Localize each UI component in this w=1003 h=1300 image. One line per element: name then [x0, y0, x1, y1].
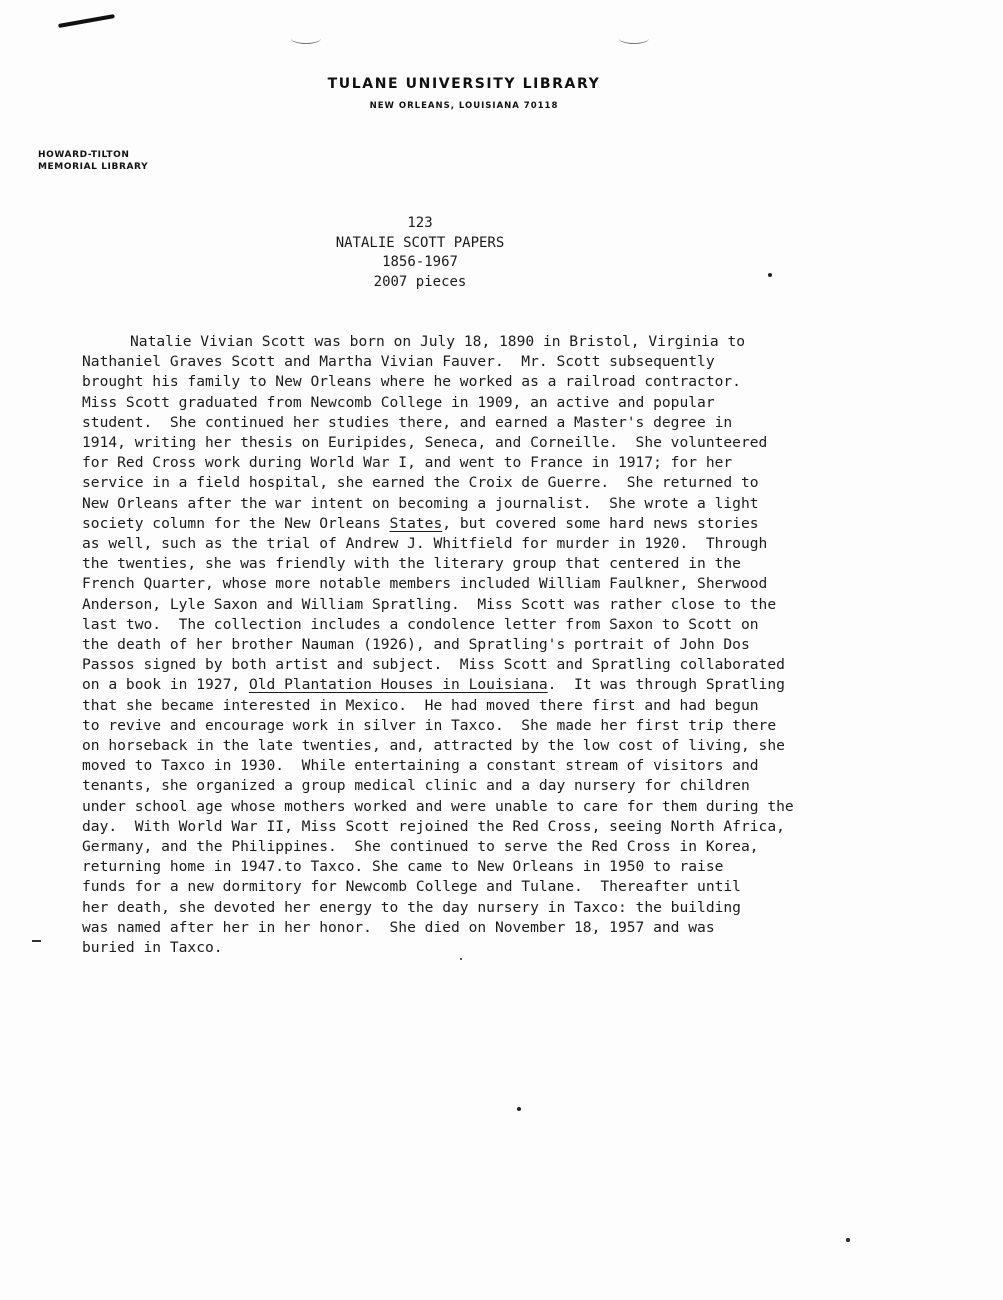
letterhead-institution: TULANE UNIVERSITY LIBRARY: [327, 76, 601, 92]
letterhead-department: [38, 149, 148, 173]
body-line: returning home in 1947.to Taxco. She came to New Orleans in 1950 to raise: [82, 858, 724, 876]
newspaper-title: States: [389, 514, 443, 532]
collection-title: NATALIE SCOTT PAPERS: [335, 234, 505, 251]
body-text-segment: , but covered some hard news stories: [442, 514, 759, 532]
body-line: last two. The collection includes a condolence letter from Saxon to Scott on: [82, 615, 759, 633]
body-line: on horseback in the late twenties, and, attracted by the low cost of living, she: [82, 737, 785, 755]
collection-dates: 1856-1967: [382, 254, 458, 270]
body-line: [82, 675, 982, 695]
body-line: to revive and encourage work in silver in Taxco. She made her first trip there: [82, 716, 777, 734]
body-line: Germany, and the Philippines. She continued to serve the Red Cross in Korea,: [82, 838, 759, 856]
body-text-segment: on a book in 1927,: [82, 676, 249, 694]
body-line: Nathaniel Graves Scott and Martha Vivian Fauver. Mr. Scott subsequently: [82, 353, 715, 371]
body-line: under school age whose mothers worked and were unable to care for them during the: [82, 797, 794, 815]
speck-mark: [517, 1107, 521, 1111]
body-line: moved to Taxco in 1930. While entertaining a constant stream of visitors and: [82, 757, 759, 775]
body-line: 1914, writing her thesis on Euripides, Seneca, and Corneille. She volunteered: [82, 434, 768, 452]
body-line: was named after her in her honor. She died on November 18, 1957 and was: [82, 918, 715, 936]
body-line: Natalie Vivian Scott was born on July 18, 1890 in Bristol, Virginia to: [130, 333, 746, 350]
speck-mark: [460, 958, 462, 960]
department-line: MEMORIAL LIBRARY: [38, 162, 149, 172]
body-line: the twenties, she was friendly with the literary group that centered in the: [82, 555, 741, 573]
body-line: Passos signed by both artist and subject. Miss Scott and Spratling collaborated: [82, 656, 785, 674]
body-line: student. She continued her studies there, and earned a Master's degree in: [82, 413, 733, 431]
body-line: day. With World War II, Miss Scott rejoined the Red Cross, seeing North Africa,: [82, 817, 785, 835]
binder-hole-mark-right: [619, 33, 649, 44]
margin-dash-mark: [32, 940, 41, 942]
body-line: buried in Taxco.: [82, 939, 223, 957]
body-line: French Quarter, whose more notable members included William Faulkner, Sherwood: [82, 575, 768, 593]
body-line: as well, such as the trial of Andrew J. Whitfield for murder in 1920. Through: [82, 535, 768, 553]
speck-mark: [768, 273, 772, 277]
body-line: Anderson, Lyle Saxon and William Spratling. Miss Scott was rather close to the: [82, 595, 777, 613]
collection-heading: [320, 214, 520, 292]
body-line: the death of her brother Nauman (1926), and Spratling's portrait of John Dos: [82, 636, 750, 654]
body-line: New Orleans after the war intent on becoming a journalist. She wrote a light: [82, 494, 759, 512]
body-line: that she became interested in Mexico. He had moved there first and had begun: [82, 696, 759, 714]
book-title: Old Plantation Houses in Louisiana: [248, 676, 548, 694]
biographical-note: [82, 332, 982, 958]
body-line: [82, 514, 982, 534]
body-line: tenants, she organized a group medical clinic and a day nursery for children: [82, 777, 750, 795]
speck-mark: [846, 1238, 850, 1242]
collection-extent: 2007 pieces: [373, 273, 467, 290]
body-line: for Red Cross work during World War I, and went to France in 1917; for her: [82, 454, 733, 472]
body-line: brought his family to New Orleans where he worked as a railroad contractor.: [82, 373, 741, 391]
binder-hole-mark-left: [291, 33, 321, 44]
pen-mark: [58, 14, 115, 28]
body-line: her death, she devoted her energy to the day nursery in Taxco: the building: [82, 898, 741, 916]
body-line: service in a field hospital, she earned the Croix de Guerre. She returned to: [82, 474, 759, 492]
letterhead-address: NEW ORLEANS, LOUISIANA 70118: [369, 101, 559, 111]
department-line: HOWARD-TILTON: [38, 150, 130, 160]
body-text-segment: society column for the New Orleans: [82, 514, 390, 532]
body-line: Miss Scott graduated from Newcomb College in 1909, an active and popular: [82, 393, 715, 411]
body-line: funds for a new dormitory for Newcomb College and Tulane. Thereafter until: [82, 878, 741, 896]
collection-number: 123: [407, 215, 433, 231]
body-text-segment: . It was through Spratling: [547, 676, 785, 694]
